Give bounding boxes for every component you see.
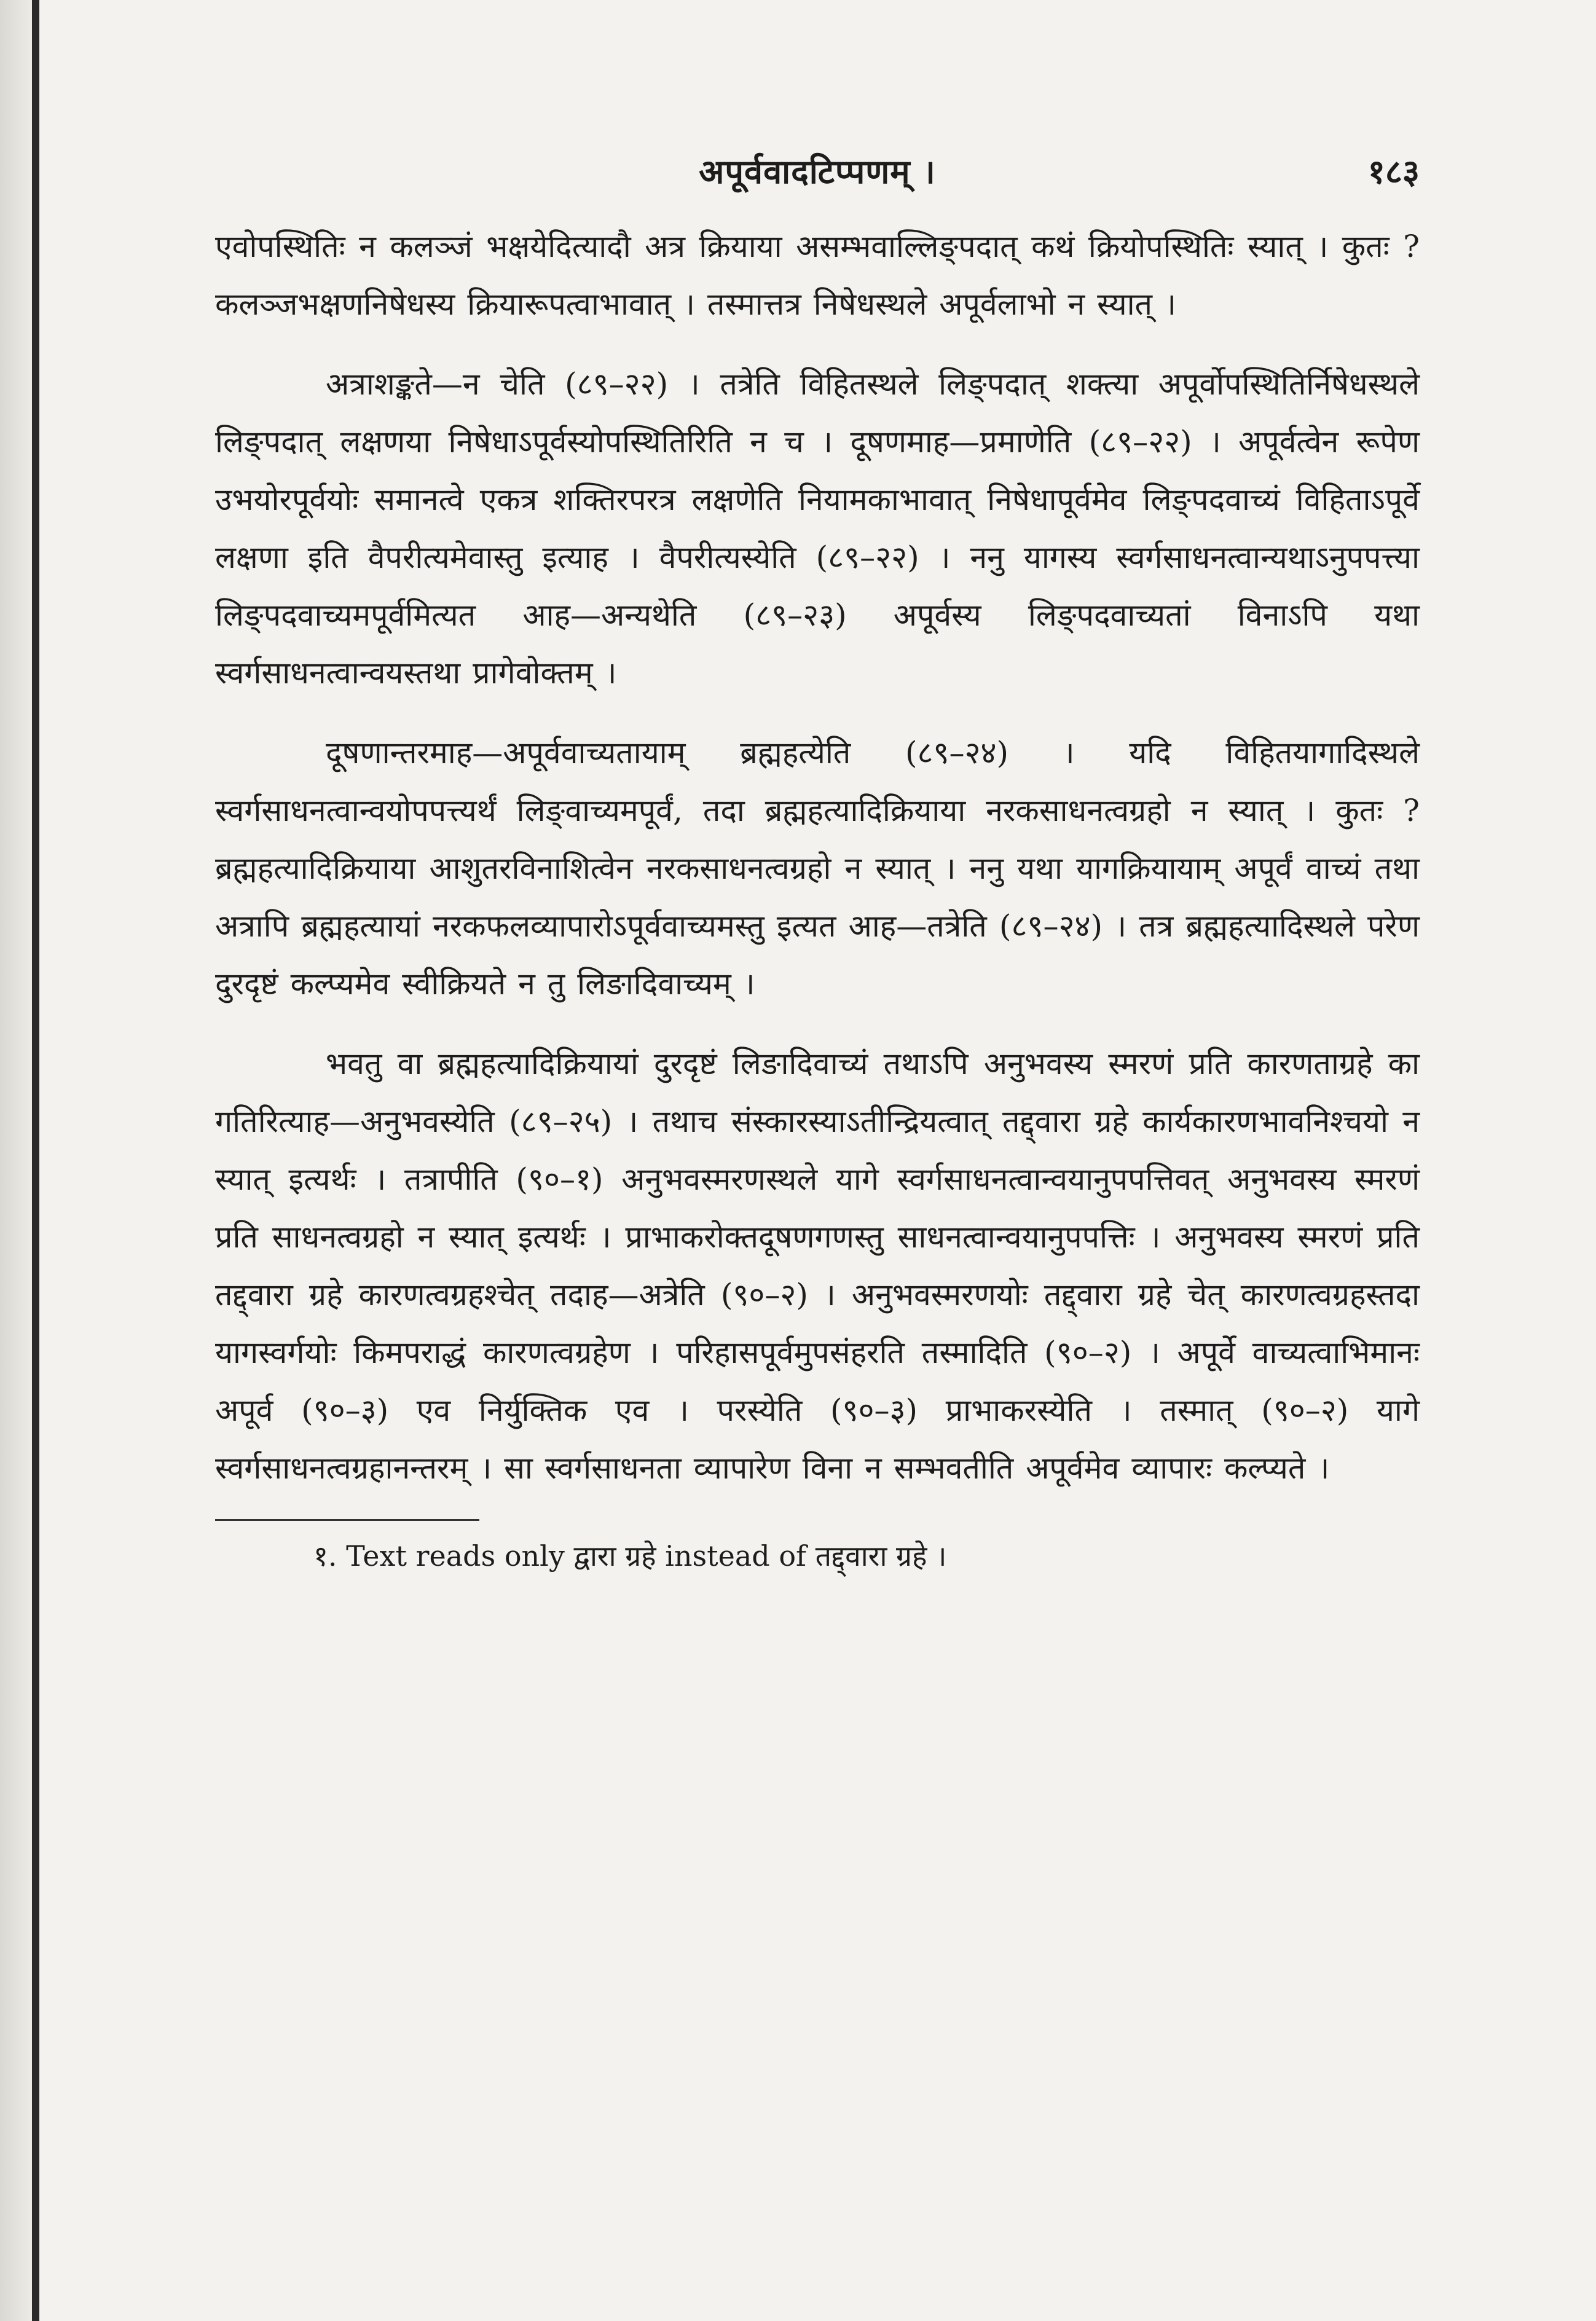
footnote: १. Text reads only द्वारा ग्रहे instead of तद्द्वारा ग्रहे । xyxy=(313,1539,947,1573)
footnote-divider xyxy=(215,1519,479,1521)
paragraph-4: भवतु वा ब्रह्महत्यादिक्रियायां दुरदृष्टं लिङादिवाच्यं तथाऽपि अनुभवस्य स्मरणं प्रति कारणताग्रहे का गतिरित्याह—अनुभवस्येति (८९–२५) । तथाच संस्कारस्याऽतीन्द्रियत्वात् तद्द्वारा ग्रहे कार्यकारणभावनिश्चयो न स्यात् इत्यर्थः । तत्रापीति (९०–१) अनुभवस्मरणस्थले यागे स्वर्गसाधनत्वान्वयानुपपत्तिवत् अनुभवस्य स्मरणं प्रति साधनत्वग्रहो न स्यात् इत्यर्थः । प्राभाकरोक्तदूषणगणस्तु साधनत्वान्वयानुपपत्तिः । अनुभवस्य स्मरणं प्रति तद्द्वारा ग्रहे कारणत्वग्रहश्चेत् तदाह—अत्रेति (९०–२) । अनुभवस्मरणयोः तद्द्वारा ग्रहे चेत् कारणत्वग्रहस्तदा यागस्वर्गयोः किमपराद्धं कारणत्वग्रहेण । परिहासपूर्वमुपसंहरति तस्मादिति (९०–२) । अपूर्वे वाच्यत्वाभिमानः अपूर्व (९०–३) एव निर्युक्तिक एव । परस्येति (९०–३) प्राभाकरस्येति । तस्मात् (९०–२) यागे स्वर्गसाधनत्वग्रहानन्तरम् । सा स्वर्गसाधनता व्यापारेण विना न सम्भवतीति अपूर्वमेव व्यापारः कल्प्यते । xyxy=(215,1046,1420,1486)
paragraph-2: अत्राशङ्कते—न चेति (८९–२२) । तत्रेति विहितस्थले लिङ्पदात् शक्त्या अपूर्वोपस्थितिर्निषेधस्थले लिङ्पदात् लक्षणया निषेधाऽपूर्वस्योपस्थितिरिति न च । दूषणमाह—प्रमाणेति (८९–२२) । अपूर्वत्वेन रूपेण उभयोरपूर्वयोः समानत्वे एकत्र शक्तिरपरत्र लक्षणेति नियामकाभावात् निषेधापूर्वमेव लिङ्पदवाच्यं विहिताऽपूर्वे लक्षणा इति वैपरीत्यमेवास्तु इत्याह । वैपरीत्यस्येति (८९–२२) । ननु यागस्य स्वर्गसाधनत्वान्यथाऽनुपपत्त्या लिङ्पदवाच्यमपूर्वमित्यत आह—अन्यथेति (८९–२३) अपूर्वस्य लिङ्पदवाच्यतां विनाऽपि यथा स्वर्गसाधनत्वान्वयस्तथा प्रागेवोक्तम् । xyxy=(215,366,1420,691)
paragraph-3: दूषणान्तरमाह—अपूर्ववाच्यतायाम् ब्रह्महत्येति (८९–२४) । यदि विहितयागादिस्थले स्वर्गसाधनत्वान्वयोपपत्त्यर्थं लिङ्वाच्यमपूर्वं, तदा ब्रह्महत्यादिक्रियाया नरकसाधनत्वग्रहो न स्यात् । कुतः ? ब्रह्महत्यादिक्रियाया आशुतरविनाशित्वेन नरकसाधनत्वग्रहो न स्यात् । ननु यथा यागक्रियायाम् अपूर्वं वाच्यं तथा अत्रापि ब्रह्महत्यायां नरकफलव्यापारोऽपूर्ववाच्यमस्तु इत्यत आह—तत्रेति (८९–२४) । तत्र ब्रह्महत्यादिस्थले परेण दुरदृष्टं कल्प्यमेव स्वीक्रियते न तु लिङादिवाच्यम् । xyxy=(215,735,1420,1002)
paragraph-1: एवोपस्थितिः न कलञ्जं भक्षयेदित्यादौ अत्र क्रियाया असम्भवाल्लिङ्पदात् कथं क्रियोपस्थितिः स्यात् । कुतः ? कलञ्जभक्षणनिषेधस्य क्रियारूपत्वाभावात् । तस्मात्तत्र निषेधस्थले अपूर्वलाभो न स्यात् । xyxy=(215,229,1420,322)
page-header xyxy=(215,135,1420,203)
body-text xyxy=(215,218,1420,1497)
page-edge-line xyxy=(32,0,39,2321)
scan-shadow xyxy=(0,0,32,2321)
page-number: १८३ xyxy=(1367,152,1420,191)
running-title: अपूर्ववादटिप्पणम् । xyxy=(699,152,936,191)
document-page xyxy=(215,135,1420,2163)
